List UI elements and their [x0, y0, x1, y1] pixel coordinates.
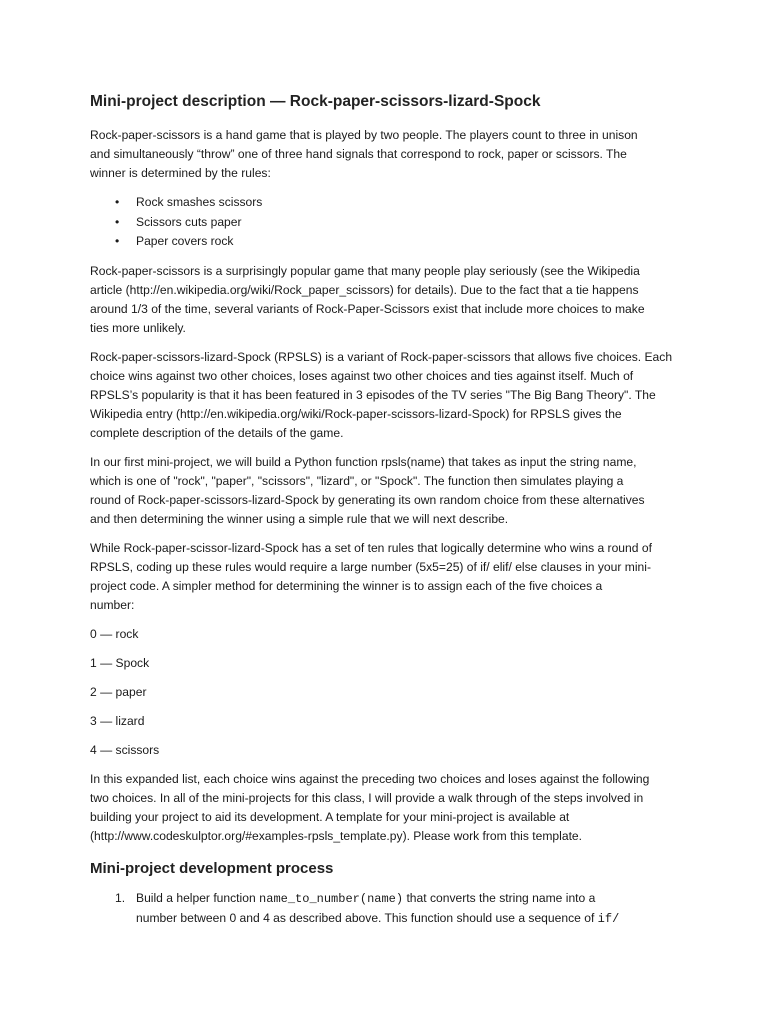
text-line: number:	[90, 597, 135, 612]
document-title: Mini-project description — Rock-paper-scissors-lizard-Spock	[90, 93, 541, 110]
inline-code: if/	[597, 911, 620, 926]
rpsls-paragraph	[90, 348, 690, 443]
text-line: two choices. In all of the mini-projects for this class, I will provide a walk through of the steps involved in	[90, 790, 644, 805]
popularity-paragraph	[90, 262, 690, 338]
text-line: building your project to aid its development. A template for your mini-project is available at	[90, 809, 570, 824]
text-line: Rock-paper-scissors is a surprisingly popular game that many people play seriously (see the Wikipedia	[90, 263, 640, 278]
text-line: around 1/3 of the time, several variants of Rock-Paper-Scissors exist that include more choices to make	[90, 301, 645, 316]
text-line: and then determining the winner using a simple rule that we will next describe.	[90, 511, 509, 526]
text-line: Wikipedia entry (http://en.wikipedia.org/wiki/Rock-paper-scissors-lizard-Spock) for RPSLS gives the	[90, 406, 622, 421]
step-text: number between 0 and 4 as described above. This function should use a sequence of	[136, 910, 598, 925]
number-mapping-item: 4 — scissors	[90, 742, 160, 757]
text-line: ties more unlikely.	[90, 320, 186, 335]
text-line: and simultaneously “throw” one of three hand signals that correspond to rock, paper or scissors. The	[90, 147, 627, 161]
text-line: complete description of the details of the game.	[90, 425, 344, 440]
expanded-list-paragraph	[90, 770, 690, 846]
text-line: winner is determined by the rules:	[90, 166, 271, 180]
rule-text: Rock smashes scissors	[136, 195, 263, 209]
step-text: Build a helper function	[136, 890, 260, 905]
document-page	[90, 92, 690, 929]
text-line: article (http://en.wikipedia.org/wiki/Rock_paper_scissors) for details). Due to the fact that a tie happens	[90, 282, 639, 297]
text-line: (http://www.codeskulptor.org/#examples-rpsls_template.py). Please work from this template.	[90, 828, 583, 843]
first-project-paragraph	[90, 453, 690, 529]
inline-code: name_to_number(name)	[259, 891, 404, 906]
step-text: that converts the string name into a	[403, 890, 596, 905]
text-line: project code. A simpler method for determining the winner is to assign each of the five choices a	[90, 578, 603, 593]
bullet-icon: •	[115, 234, 120, 248]
list-item	[90, 889, 690, 929]
list-item	[90, 232, 690, 252]
text-line: In our first mini-project, we will build a Python function rpsls(name) that takes as input the string name,	[90, 454, 637, 469]
number-mapping-item: 1 — Spock	[90, 655, 150, 670]
text-line: choice wins against two other choices, loses against two other choices and ties against itself. Much of	[90, 368, 634, 383]
rules-list	[90, 193, 690, 252]
number-mapping-item: 0 — rock	[90, 626, 139, 641]
development-steps-list	[90, 889, 690, 929]
text-line: which is one of "rock", "paper", "scissors", "lizard", or "Spock". The function then simulates playing a	[90, 473, 624, 488]
rule-text: Scissors cuts paper	[136, 214, 242, 229]
text-line	[136, 889, 690, 909]
list-item	[90, 213, 690, 233]
rules-paragraph	[90, 539, 690, 615]
text-line: In this expanded list, each choice wins against the preceding two choices and loses against the following	[90, 771, 650, 786]
text-line: Rock-paper-scissors is a hand game that is played by two people. The players count to three in unison	[90, 128, 638, 142]
intro-paragraph	[90, 126, 690, 183]
text-line: RPSLS’s popularity is that it has been featured in 3 episodes of the TV series "The Big Bang Theory". The	[90, 387, 656, 402]
text-line: round of Rock-paper-scissors-lizard-Spock by generating its own random choice from these alternatives	[90, 492, 645, 507]
number-mapping-item: 2 — paper	[90, 684, 147, 699]
text-line: RPSLS, coding up these rules would require a large number (5x5=25) of if/ elif/ else clauses in your mini-	[90, 559, 651, 574]
text-line: Rock-paper-scissors-lizard-Spock (RPSLS) is a variant of Rock-paper-scissors that allows five choices. Each	[90, 349, 673, 364]
text-line	[136, 909, 690, 929]
bullet-icon: •	[115, 214, 120, 229]
list-item	[90, 193, 690, 213]
section-heading: Mini-project development process	[90, 859, 334, 877]
number-mapping-item: 3 — lizard	[90, 713, 145, 728]
text-line: While Rock-paper-scissor-lizard-Spock has a set of ten rules that logically determine who wins a round of	[90, 540, 652, 555]
step-number: 1.	[115, 890, 126, 905]
rule-text: Paper covers rock	[136, 234, 234, 248]
bullet-icon: •	[115, 195, 120, 209]
